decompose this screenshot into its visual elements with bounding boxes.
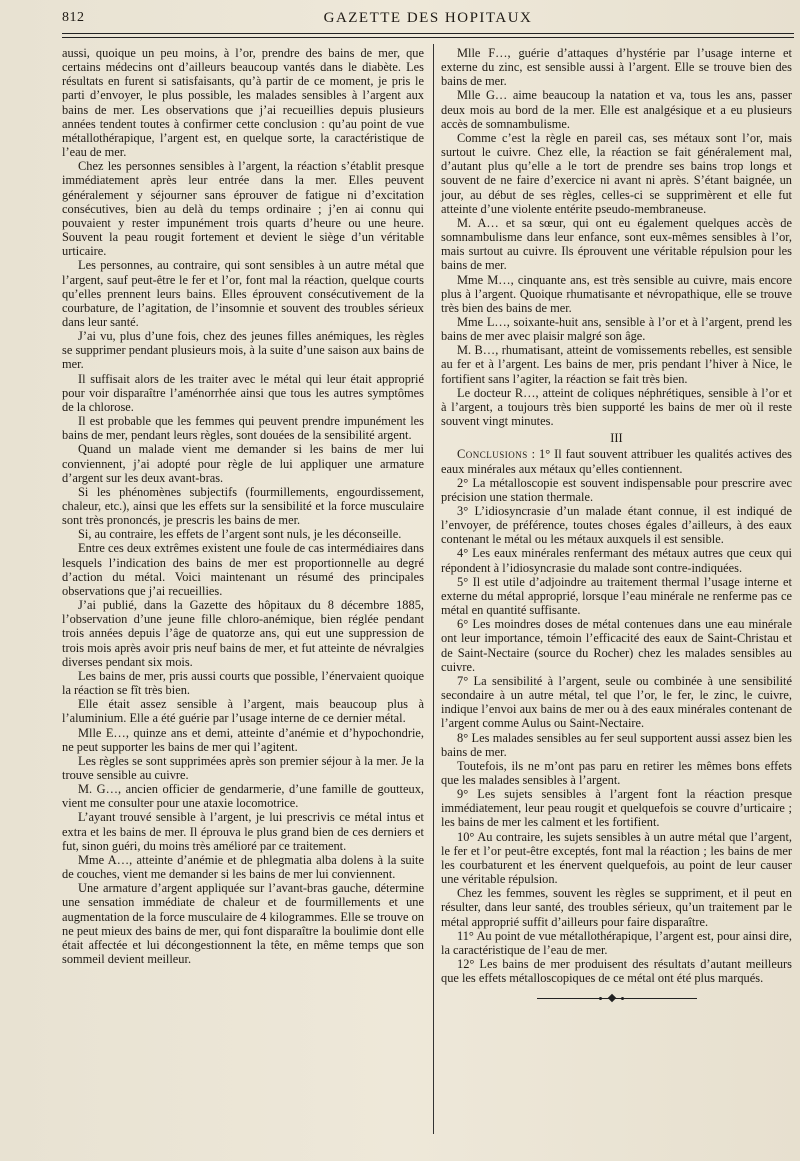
paragraph: M. G…, ancien officier de gendarmerie, d’une famille de goutteux, vient me consulter pour une ataxie locomotrice. [62, 782, 424, 811]
paragraph: Mlle F…, guérie d’attaques d’hystérie par l’usage interne et externe du zinc, est sensible aussi à l’argent. Elle se trouve bien des bains de mer. [441, 46, 792, 89]
paragraph: 2° La métalloscopie est souvent indispensable pour prescrire avec précision une station thermale. [441, 475, 792, 504]
paragraph: Si les phénomènes subjectifs (fourmillements, engourdissement, chaleur, etc.), ainsi que les effets sur la sensibilité et la force musculaire sont très prononcés, je prescris les bains de mer. [62, 484, 424, 528]
paragraph: Une armature d’argent appliquée sur l’avant-bras gauche, détermine une sensation immédiate de chaleur et de fourmillements et une augmentation de la force musculaire de 4 kilogrammes. Elle se trouve on ne peut mieux des bains de mer, qui font disparaître la boulimie dont elle était affectée et lui décongestionnent la tête, en même temps que son sommeil devient meilleur. [62, 881, 424, 966]
paragraph: Il est probable que les femmes qui peuvent prendre impunément les bains de mer, pendant leurs règles, sont douées de la sensibilité argent. [62, 414, 424, 443]
ornament-dot [621, 997, 624, 1000]
paragraph: Comme c’est la règle en pareil cas, ses métaux sont l’or, mais surtout le cuivre. Chez elle, la réaction se fait généralement mal, d’autant plus qu’elle a le tort de prendre ses bains trop longs et souvent de ne faire d’exercice ni avant ni après. S’étant baignée, un jour, au début de ses règles, celles-ci se supprimèrent et elle fut atteinte d’une violente entérite pseudo-membraneuse. [441, 130, 792, 216]
paragraph: Le docteur R…, atteint de coliques néphrétiques, sensible à l’or et à l’argent, a toujours très bien supporté les bains de mer où il reste souvent vingt minutes. [441, 385, 792, 429]
page-header [62, 10, 794, 32]
ornament-diamond [607, 994, 615, 1002]
left-column [62, 46, 424, 966]
paragraph: J’ai vu, plus d’une fois, chez des jeunes filles anémiques, les règles se supprimer pendant plusieurs mois, à la suite d’une saison aux bains de mer. [62, 329, 424, 372]
paragraph: Mme L…, soixante-huit ans, sensible à l’or et à l’argent, prend les bains de mer avec plaisir malgré son âge. [441, 314, 792, 344]
section-heading: III [610, 431, 623, 446]
journal-title: GAZETTE DES HOPITAUX [323, 10, 533, 26]
header-rule-thin [62, 37, 794, 38]
paragraph: 7° La sensibilité à l’argent, seule ou combinée à une sensibilité secondaire à un autre métal, tel que l’or, le fer, le zinc, le cuivre, indique l’envoi aux bains de mer ou à des eaux minérales contenant de l’argent comme Aulus ou Saint-Nectaire. [441, 673, 792, 731]
paragraph: J’ai publié, dans la Gazette des hôpitaux du 8 décembre 1885, l’observation d’une jeune fille chloro-anémique, bien réglée pendant trois années depuis l’âge de quatorze ans, qui eut une suppression de trois mois après avoir pris neuf bains de mer, et fut atteinte de névralgies diverses pendant six mois. [62, 598, 424, 669]
paragraph: Les règles se sont supprimées après son premier séjour à la mer. Je la trouve sensible au cuivre. [62, 753, 424, 782]
paragraph: L’ayant trouvé sensible à l’argent, je lui prescrivis ce métal intus et extra et les bains de mer. Il éprouva le plus grand bien de ces derniers et fut, sinon guéri, du moins très amélioré par ce traitement. [62, 810, 424, 853]
paragraph: 4° Les eaux minérales renfermant des métaux autres que ceux qui répondent à l’idiosyncrasie du malade sont contre-indiquées. [441, 546, 792, 575]
end-ornament [537, 995, 697, 1001]
paragraph: Quand un malade vient me demander si les bains de mer lui conviennent, j’ai adopté pour règle de lui appliquer une armature d’argent sur les deux avant-bras. [62, 442, 424, 485]
paragraph: 8° Les malades sensibles au fer seul supportent aussi assez bien les bains de mer. [441, 730, 792, 759]
paragraph: 6° Les moindres doses de métal contenues dans une eau minérale ont leur importance, témoin l’efficacité des eaux de Saint-Christau et de Saint-Nectaire (source du Rocher) chez les malades sensibles au cuivre. [441, 617, 792, 674]
paragraph: 10° Au contraire, les sujets sensibles à un autre métal que l’argent, le fer et l’or peut-être exceptés, font mal la réaction ; les bains de mer les courbaturent et les énervent quelquefois, au point de leur causer une véritable répulsion. [441, 829, 792, 887]
paragraph: Elle était assez sensible à l’argent, mais beaucoup plus à l’aluminium. Elle a été guérie par l’usage interne de ce dernier métal. [62, 697, 424, 726]
ornament-line [537, 998, 697, 999]
paragraph: Entre ces deux extrêmes existent une foule de cas intermédiaires dans lesquels l’indication des bains de mer est proportionnelle au degré d’action du métal. Voici maintenant un résumé des principales observations que j’ai recueillies. [62, 541, 424, 598]
column-divider [433, 44, 434, 1134]
paragraph: M. A… et sa sœur, qui ont eu également quelques accès de somnambulisme dans leur enfance, sont eux-mêmes sensibles à l’or, mais surtout au cuivre. Ils éprouvent une véritable répulsion pour les bains de mer. [441, 215, 792, 273]
paragraph: 12° Les bains de mer produisent des résultats d’autant meilleurs que les effets métalloscopiques de ce métal ont été plus marqués. [441, 957, 792, 986]
ornament-dot [599, 997, 602, 1000]
paragraph: 3° L’idiosyncrasie d’un malade étant connue, il est indiqué de l’envoyer, de préférence, toutes choses égales d’ailleurs, à des eaux contenant le métal ou les métaux auxquels il est sensible. [441, 504, 792, 547]
paragraph: Toutefois, ils ne m’ont pas paru en retirer les mêmes bons effets que les malades sensibles à l’argent. [441, 758, 792, 787]
paragraph: 5° Il est utile d’adjoindre au traitement thermal l’usage interne et externe du métal approprié, lorsque l’eau minérale ne renferme pas ce métal en quantité suffisante. [441, 574, 792, 618]
paragraph: aussi, quoique un peu moins, à l’or, prendre des bains de mer, que certains médecins ont d’ailleurs beaucoup vantés dans le diabète. Les résultats en furent si satisfaisants, qu’à partir de ce moment, je pris le parti d’envoyer, le plus possible, les malades sensibles à l’argent aux bains de mer. Les observations que j’ai recueillies depuis plusieurs années tendent toutes à confirmer cette conclusion : qu’au point de vue métallothérapique, l’argent est, en quelque sorte, la caractéristique de l’eau de mer. [62, 46, 424, 160]
conclusions-paragraph [441, 447, 792, 475]
conclusions-label: Conclusions [457, 447, 528, 462]
paragraph: Mme M…, cinquante ans, est très sensible au cuivre, mais encore plus à l’argent. Quoique rhumatisante et névropathique, elle se trouve très bien des bains de mer. [441, 272, 792, 315]
paragraph: Il suffisait alors de les traiter avec le métal qui leur était approprié pour voir disparaître l’aménorrhée ainsi que tous les autres symptômes de la chlorose. [62, 371, 424, 414]
paragraph: Chez les femmes, souvent les règles se suppriment, et il peut en résulter, dans leur santé, des troubles sérieux, qu’un traitement par le métal approprié suffit d’ailleurs pour faire disparaître. [441, 886, 792, 929]
paragraph: Mme A…, atteinte d’anémie et de phlegmatia alba dolens à la suite de couches, vient me demander si les bains de mer lui conviennent. [62, 852, 424, 882]
paragraph: M. B…, rhumatisant, atteint de vomissements rebelles, est sensible au fer et à l’argent. Les bains de mer, pris pendant l’hiver à Nice, le fortifient sans l’agiter, la réaction se fait très bien. [441, 343, 792, 386]
paragraph: Chez les personnes sensibles à l’argent, la réaction s’établit presque immédiatement après leur entrée dans la mer. Elles peuvent généralement y séjourner sans éprouver de fatigue ni d’excitation consécutives, bien au delà du temps ordinaire ; j’en ai connu qui pouvaient y rester impunément trois quarts d’heure ou une heure. Souvent la peau rougit fortement et devient le siège d’un véritable urticaire. [62, 159, 424, 259]
paragraph: Les personnes, au contraire, qui sont sensibles à un autre métal que l’argent, sauf peut-être le fer et l’or, font mal la réaction, quelque courts qu’elles prennent leurs bains. Elles éprouvent consécutivement de la courbature, de l’agitation, de l’insomnie et souvent des troubles sérieux dans leur santé. [62, 258, 424, 329]
paragraph: Les bains de mer, pris aussi courts que possible, l’énervaient quoique la réaction se fît très bien. [62, 668, 424, 698]
paragraph: 9° Les sujets sensibles à l’argent font la réaction presque immédiatement, leur peau rougit et quelquefois se couvre d’urticaire ; les bains de mer les calment et les fortifient. [441, 787, 792, 830]
page-number: 812 [62, 10, 85, 25]
paragraph: Mlle E…, quinze ans et demi, atteinte d’anémie et d’hypochondrie, ne peut supporter les bains de mer qui l’agitent. [62, 725, 424, 754]
paragraph: Si, au contraire, les effets de l’argent sont nuls, je les déconseille. [78, 527, 402, 542]
paragraph: 11° Au point de vue métallothérapique, l’argent est, pour ainsi dire, la caractéristique de l’eau de mer. [441, 928, 792, 957]
right-column [441, 46, 792, 1001]
paragraph: Mlle G… aime beaucoup la natation et va, tous les ans, passer deux mois au bord de la mer. Elle est analgésique et a eu plusieurs accès de somnambulisme. [441, 88, 792, 131]
header-rule-thick [62, 33, 794, 34]
conclusions-text: : 1° Il faut souvent attribuer les qualités actives des eaux minérales aux métaux qu’elles contiennent. [441, 447, 792, 476]
